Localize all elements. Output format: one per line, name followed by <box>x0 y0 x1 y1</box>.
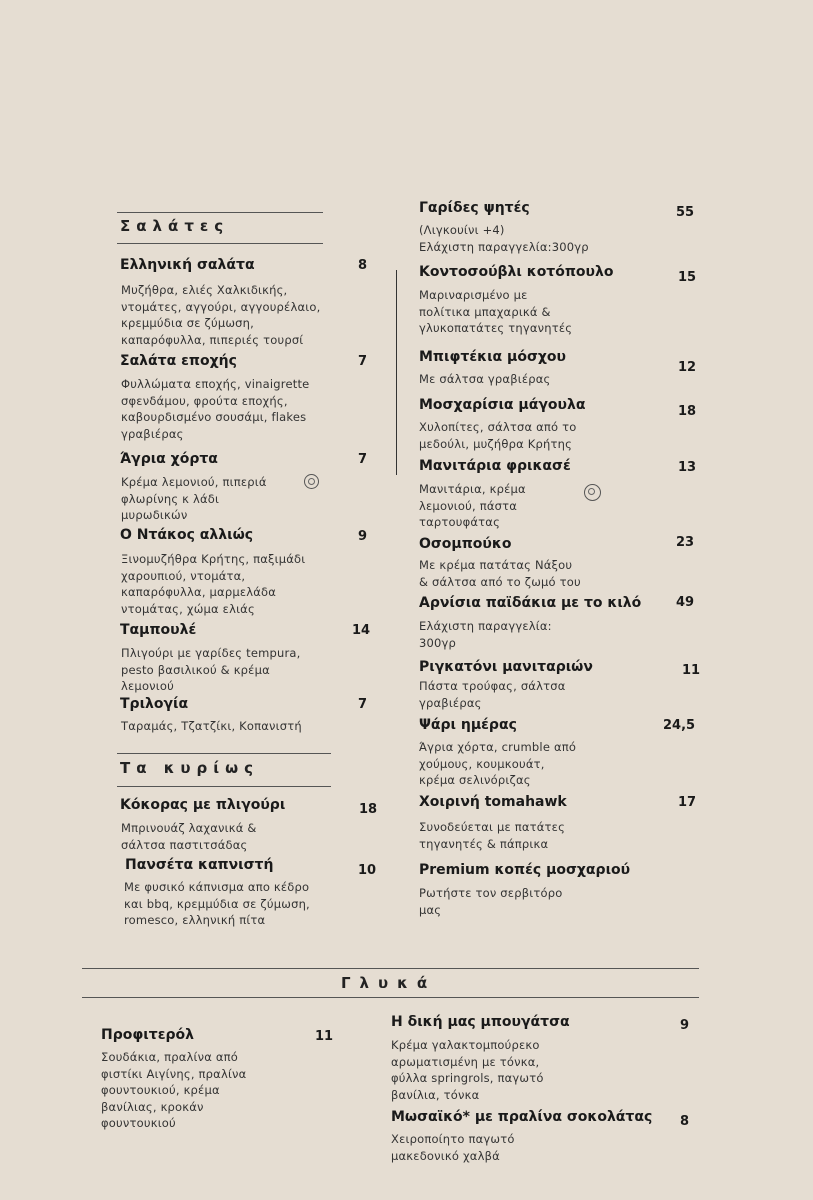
section-title-mains: Τα κυρίως <box>120 759 260 777</box>
item-description: Μπρινουάζ λαχανικά & σάλτσα παστιτσάδας <box>121 821 257 852</box>
item-name: Μπιφτέκια μόσχου <box>419 349 566 365</box>
item-price: 7 <box>358 697 368 712</box>
vegetarian-icon <box>304 474 319 489</box>
item-price: 9 <box>680 1018 690 1033</box>
item-description: Με κρέμα πατάτας Νάξου & σάλτσα από το ζωμό του <box>419 558 581 589</box>
item-name: Προφιτερόλ <box>101 1027 194 1043</box>
item-name: Χοιρινή tomahawk <box>419 794 567 810</box>
item-price: 7 <box>358 354 368 369</box>
section-title-salads: Σαλάτες <box>120 217 230 235</box>
column-divider <box>396 270 397 475</box>
item-price: 23 <box>676 535 695 550</box>
item-description: Χειροποίητο παγωτό μακεδονικό χαλβά <box>391 1132 515 1163</box>
item-price: 18 <box>678 404 697 419</box>
mains-top-rule <box>117 753 331 754</box>
item-price: 7 <box>358 452 368 467</box>
item-description: Πάστα τρούφας, σάλτσα γραβιέρας <box>419 679 566 710</box>
item-price: 13 <box>678 460 697 475</box>
item-description: Χυλοπίτες, σάλτσα από το μεδούλι, μυζήθρα Κρήτης <box>419 420 577 451</box>
item-name: Κόκορας με πλιγούρι <box>120 797 286 813</box>
item-name: Αρνίσια παϊδάκια με το κιλό <box>419 595 642 611</box>
item-price: 18 <box>359 802 378 817</box>
item-name: Οσομπούκο <box>419 536 512 552</box>
item-description: Με φυσικό κάπνισμα απο κέδρο και bbq, κρεμμύδια σε ζύμωση, romesco, ελληνική πίτα <box>124 880 310 927</box>
desserts-bottom-rule <box>82 997 699 998</box>
item-price: 24,5 <box>663 718 696 733</box>
item-price: 12 <box>678 360 697 375</box>
item-price: 11 <box>315 1029 334 1044</box>
item-description: Ταραμάς, Τζατζίκι, Κοπανιστή <box>121 719 302 733</box>
salads-top-rule <box>117 212 323 213</box>
item-description: Μαριναρισμένο με πολίτικα μπαχαρικά & γλυκοπατάτες τηγανητές <box>419 288 573 335</box>
item-description: Άγρια χόρτα, crumble από χούμους, κουμκουάτ, κρέμα σελινόριζας <box>419 740 577 787</box>
item-description: Ξινομυζήθρα Κρήτης, παξιμάδι χαρουπιού, ντομάτα, καπαρόφυλλα, μαρμελάδα ντομάτας, χώμα ελιάς <box>121 552 306 616</box>
item-description: Πλιγούρι με γαρίδες tempura, pesto βασιλικού & κρέμα λεμονιού <box>121 646 301 693</box>
item-name: Ριγκατόνι μανιταριών <box>419 659 593 675</box>
item-name: Μοσχαρίσια μάγουλα <box>419 397 586 413</box>
item-price: 11 <box>682 663 701 678</box>
item-name: Ταμπουλέ <box>120 622 197 638</box>
item-description: Σουδάκια, πραλίνα από φιστίκι Αιγίνης, πραλίνα φουντουκιού, κρέμα βανίλιας, κροκάν φουντουκιού <box>101 1050 247 1130</box>
item-description: Φυλλώματα εποχής, vinaigrette σφενδάμου, φρούτα εποχής, καβουρδισμένο σουσάμι, flakes γραβιέρας <box>121 377 310 441</box>
item-description: Συνοδεύεται με πατάτες τηγανητές & πάπρικα <box>419 820 566 851</box>
item-description: Μυζήθρα, ελιές Χαλκιδικής, ντομάτες, αγγούρι, αγγουρέλαιο, κρεμμύδια σε ζύμωση, καπαρόφυλλα, πιπεριές τουρσί <box>121 283 321 347</box>
section-title-desserts: Γλυκά <box>341 974 437 992</box>
item-price: 17 <box>678 795 697 810</box>
item-description: Κρέμα λεμονιού, πιπεριά φλωρίνης κ λάδι μυρωδικών <box>121 475 267 522</box>
item-name: Μανιτάρια φρικασέ <box>419 458 571 474</box>
item-description: Ρωτήστε τον σερβιτόρο μας <box>419 886 563 917</box>
desserts-top-rule <box>82 968 699 969</box>
item-price: 49 <box>676 595 695 610</box>
item-price: 9 <box>358 529 368 544</box>
item-name: Τριλογία <box>120 696 189 712</box>
item-description: Κρέμα γαλακτομπούρεκο αρωματισμένη με τόνκα, φύλλα springrols, παγωτό βανίλια, τόνκα <box>391 1038 544 1102</box>
item-name: Πανσέτα καπνιστή <box>125 857 274 873</box>
item-name: Άγρια χόρτα <box>120 451 218 467</box>
item-name: Σαλάτα εποχής <box>120 353 237 369</box>
item-description: (Λιγκουίνι +4) Ελάχιστη παραγγελία:300γρ <box>419 223 589 254</box>
salads-bottom-rule <box>117 243 323 244</box>
item-name: Ψάρι ημέρας <box>419 717 517 733</box>
item-name: Γαρίδες ψητές <box>419 200 530 216</box>
item-name: Ο Ντάκος αλλιώς <box>120 527 254 543</box>
item-description: Ελάχιστη παραγγελία: 300γρ <box>419 619 552 650</box>
item-name: Κοντοσούβλι κοτόπουλο <box>419 264 614 280</box>
item-price: 14 <box>352 623 371 638</box>
item-name: Μωσαϊκό* με πραλίνα σοκολάτας <box>391 1109 653 1125</box>
item-price: 10 <box>358 863 377 878</box>
item-price: 15 <box>678 270 697 285</box>
mains-bottom-rule <box>117 786 331 787</box>
item-name: Premium κοπές μοσχαριού <box>419 862 631 878</box>
item-price: 8 <box>680 1114 690 1129</box>
item-name: Ελληνική σαλάτα <box>120 257 255 273</box>
item-price: 8 <box>358 258 368 273</box>
item-name: Η δική μας μπουγάτσα <box>391 1014 570 1030</box>
item-description: Μανιτάρια, κρέμα λεμονιού, πάστα ταρτουφάτας <box>419 482 526 529</box>
vegetarian-icon <box>584 484 601 501</box>
item-description: Με σάλτσα γραβιέρας <box>419 372 551 386</box>
item-price: 55 <box>676 205 695 220</box>
